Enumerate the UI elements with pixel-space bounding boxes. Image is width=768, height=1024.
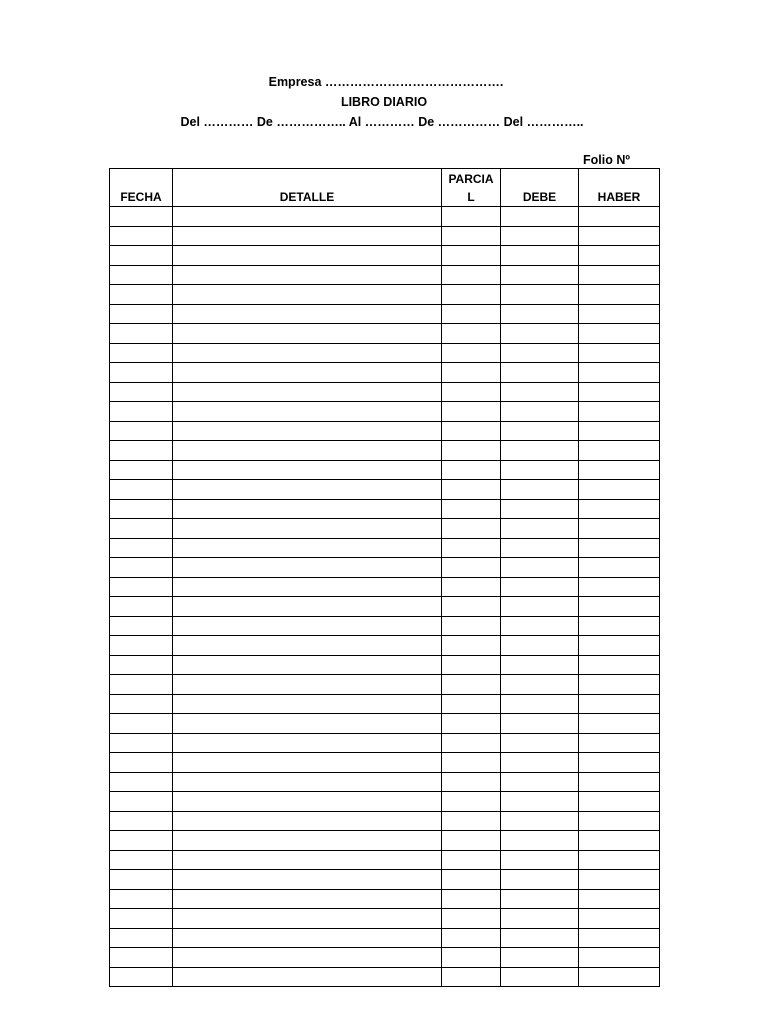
cell-parcial (442, 597, 501, 617)
table-row (110, 616, 660, 636)
cell-detalle (173, 792, 442, 812)
cell-fecha (110, 480, 173, 500)
cell-debe (501, 265, 579, 285)
cell-fecha (110, 285, 173, 305)
table-row (110, 870, 660, 890)
cell-haber (579, 850, 660, 870)
period-line: Del ………… De …………….. Al ………… De …………… Del ………….. (180, 115, 584, 129)
cell-haber (579, 577, 660, 597)
cell-parcial (442, 636, 501, 656)
cell-fecha (110, 597, 173, 617)
table-row (110, 889, 660, 909)
table-row (110, 285, 660, 305)
table-row (110, 675, 660, 695)
cell-parcial (442, 363, 501, 383)
cell-detalle (173, 577, 442, 597)
cell-haber (579, 343, 660, 363)
cell-debe (501, 558, 579, 578)
cell-parcial (442, 870, 501, 890)
cell-parcial (442, 324, 501, 344)
cell-detalle (173, 772, 442, 792)
table-row (110, 850, 660, 870)
cell-detalle (173, 811, 442, 831)
cell-debe (501, 928, 579, 948)
cell-parcial (442, 753, 501, 773)
cell-haber (579, 967, 660, 987)
cell-detalle (173, 889, 442, 909)
table-row (110, 382, 660, 402)
cell-detalle (173, 304, 442, 324)
cell-debe (501, 772, 579, 792)
cell-detalle (173, 558, 442, 578)
cell-detalle (173, 519, 442, 539)
table-row (110, 343, 660, 363)
cell-debe (501, 324, 579, 344)
cell-fecha (110, 324, 173, 344)
table-row (110, 909, 660, 929)
cell-haber (579, 480, 660, 500)
cell-fecha (110, 265, 173, 285)
cell-fecha (110, 499, 173, 519)
cell-debe (501, 402, 579, 422)
cell-haber (579, 597, 660, 617)
cell-haber (579, 441, 660, 461)
cell-haber (579, 265, 660, 285)
table-row (110, 772, 660, 792)
cell-fecha (110, 363, 173, 383)
cell-parcial (442, 967, 501, 987)
cell-detalle (173, 850, 442, 870)
cell-parcial (442, 207, 501, 227)
cell-fecha (110, 207, 173, 227)
cell-fecha (110, 577, 173, 597)
cell-haber (579, 402, 660, 422)
cell-haber (579, 831, 660, 851)
cell-fecha (110, 304, 173, 324)
cell-debe (501, 304, 579, 324)
cell-fecha (110, 909, 173, 929)
table-row (110, 831, 660, 851)
cell-haber (579, 538, 660, 558)
cell-parcial (442, 928, 501, 948)
cell-parcial (442, 948, 501, 968)
cell-haber (579, 382, 660, 402)
table-row (110, 460, 660, 480)
cell-haber (579, 694, 660, 714)
cell-haber (579, 499, 660, 519)
cell-parcial (442, 850, 501, 870)
cell-detalle (173, 655, 442, 675)
cell-detalle (173, 324, 442, 344)
cell-parcial (442, 772, 501, 792)
cell-parcial (442, 577, 501, 597)
folio-label: Folio Nº (583, 153, 630, 167)
cell-fecha (110, 675, 173, 695)
cell-haber (579, 285, 660, 305)
cell-fecha (110, 558, 173, 578)
cell-debe (501, 226, 579, 246)
cell-parcial (442, 733, 501, 753)
cell-debe (501, 792, 579, 812)
cell-debe (501, 850, 579, 870)
table-row (110, 811, 660, 831)
cell-detalle (173, 226, 442, 246)
cell-detalle (173, 636, 442, 656)
cell-haber (579, 207, 660, 227)
cell-parcial (442, 402, 501, 422)
cell-debe (501, 285, 579, 305)
cell-fecha (110, 694, 173, 714)
cell-haber (579, 753, 660, 773)
cell-debe (501, 811, 579, 831)
cell-haber (579, 246, 660, 266)
cell-fecha (110, 967, 173, 987)
cell-fecha (110, 460, 173, 480)
cell-detalle (173, 694, 442, 714)
cell-parcial (442, 694, 501, 714)
cell-parcial (442, 538, 501, 558)
cell-haber (579, 792, 660, 812)
table-header-row (110, 169, 660, 207)
page-title: LIBRO DIARIO (340, 95, 428, 109)
cell-parcial (442, 714, 501, 734)
table-row (110, 967, 660, 987)
cell-fecha (110, 792, 173, 812)
cell-haber (579, 889, 660, 909)
cell-debe (501, 480, 579, 500)
cell-haber (579, 616, 660, 636)
cell-fecha (110, 538, 173, 558)
cell-debe (501, 694, 579, 714)
table-row (110, 402, 660, 422)
table-row (110, 733, 660, 753)
cell-detalle (173, 538, 442, 558)
company-line: Empresa ……………………………………. (268, 75, 504, 89)
cell-parcial (442, 382, 501, 402)
cell-parcial (442, 460, 501, 480)
table-row (110, 655, 660, 675)
table-row (110, 538, 660, 558)
cell-debe (501, 675, 579, 695)
cell-parcial (442, 655, 501, 675)
cell-detalle (173, 831, 442, 851)
cell-detalle (173, 499, 442, 519)
column-header-fecha: FECHA (110, 169, 173, 207)
cell-fecha (110, 948, 173, 968)
cell-parcial (442, 616, 501, 636)
cell-detalle (173, 441, 442, 461)
cell-haber (579, 304, 660, 324)
cell-parcial (442, 519, 501, 539)
cell-haber (579, 733, 660, 753)
column-header-parcial: PARCIA L (442, 169, 501, 207)
cell-haber (579, 460, 660, 480)
cell-haber (579, 811, 660, 831)
table-row (110, 226, 660, 246)
cell-haber (579, 948, 660, 968)
cell-parcial (442, 499, 501, 519)
cell-debe (501, 909, 579, 929)
cell-parcial (442, 675, 501, 695)
table-body (110, 207, 660, 987)
cell-debe (501, 948, 579, 968)
table-row (110, 480, 660, 500)
table-row (110, 363, 660, 383)
cell-detalle (173, 597, 442, 617)
table-row (110, 207, 660, 227)
cell-detalle (173, 733, 442, 753)
cell-fecha (110, 928, 173, 948)
cell-fecha (110, 402, 173, 422)
cell-fecha (110, 421, 173, 441)
cell-debe (501, 753, 579, 773)
cell-fecha (110, 733, 173, 753)
table-row (110, 421, 660, 441)
cell-haber (579, 519, 660, 539)
cell-fecha (110, 870, 173, 890)
cell-parcial (442, 285, 501, 305)
table-row (110, 714, 660, 734)
cell-detalle (173, 967, 442, 987)
table-row (110, 519, 660, 539)
cell-parcial (442, 304, 501, 324)
cell-debe (501, 441, 579, 461)
cell-detalle (173, 285, 442, 305)
cell-parcial (442, 343, 501, 363)
cell-haber (579, 870, 660, 890)
cell-debe (501, 597, 579, 617)
table-row (110, 558, 660, 578)
cell-fecha (110, 655, 173, 675)
cell-fecha (110, 811, 173, 831)
column-header-debe: DEBE (501, 169, 579, 207)
table-row (110, 948, 660, 968)
cell-fecha (110, 246, 173, 266)
cell-debe (501, 831, 579, 851)
cell-parcial (442, 441, 501, 461)
cell-debe (501, 343, 579, 363)
table-row (110, 792, 660, 812)
cell-debe (501, 870, 579, 890)
table-row (110, 577, 660, 597)
cell-debe (501, 889, 579, 909)
cell-haber (579, 421, 660, 441)
cell-parcial (442, 226, 501, 246)
table-row (110, 694, 660, 714)
cell-haber (579, 909, 660, 929)
cell-haber (579, 363, 660, 383)
cell-fecha (110, 382, 173, 402)
column-header-haber: HABER (579, 169, 660, 207)
cell-debe (501, 363, 579, 383)
cell-debe (501, 636, 579, 656)
cell-detalle (173, 402, 442, 422)
table-row (110, 636, 660, 656)
cell-detalle (173, 246, 442, 266)
cell-detalle (173, 207, 442, 227)
table-row (110, 597, 660, 617)
cell-parcial (442, 480, 501, 500)
cell-fecha (110, 519, 173, 539)
table-row (110, 324, 660, 344)
cell-detalle (173, 460, 442, 480)
cell-debe (501, 460, 579, 480)
cell-detalle (173, 714, 442, 734)
cell-debe (501, 655, 579, 675)
cell-haber (579, 636, 660, 656)
cell-fecha (110, 772, 173, 792)
cell-detalle (173, 421, 442, 441)
table-row (110, 246, 660, 266)
cell-fecha (110, 343, 173, 363)
cell-debe (501, 967, 579, 987)
cell-haber (579, 226, 660, 246)
table-row (110, 441, 660, 461)
journal-table (109, 168, 660, 987)
cell-detalle (173, 363, 442, 383)
cell-detalle (173, 343, 442, 363)
cell-detalle (173, 480, 442, 500)
cell-debe (501, 577, 579, 597)
cell-fecha (110, 441, 173, 461)
cell-parcial (442, 558, 501, 578)
cell-parcial (442, 246, 501, 266)
cell-debe (501, 616, 579, 636)
cell-parcial (442, 421, 501, 441)
cell-fecha (110, 850, 173, 870)
cell-haber (579, 714, 660, 734)
cell-debe (501, 421, 579, 441)
cell-haber (579, 675, 660, 695)
cell-detalle (173, 928, 442, 948)
cell-debe (501, 207, 579, 227)
cell-fecha (110, 636, 173, 656)
cell-parcial (442, 909, 501, 929)
cell-debe (501, 538, 579, 558)
cell-detalle (173, 382, 442, 402)
cell-debe (501, 382, 579, 402)
cell-parcial (442, 831, 501, 851)
cell-haber (579, 558, 660, 578)
cell-fecha (110, 889, 173, 909)
cell-debe (501, 246, 579, 266)
table-row (110, 753, 660, 773)
cell-haber (579, 655, 660, 675)
cell-fecha (110, 226, 173, 246)
cell-fecha (110, 616, 173, 636)
table-row (110, 304, 660, 324)
cell-detalle (173, 616, 442, 636)
cell-debe (501, 714, 579, 734)
table-row (110, 265, 660, 285)
cell-parcial (442, 811, 501, 831)
cell-parcial (442, 265, 501, 285)
cell-haber (579, 324, 660, 344)
cell-detalle (173, 948, 442, 968)
cell-debe (501, 519, 579, 539)
cell-debe (501, 733, 579, 753)
column-header-detalle: DETALLE (173, 169, 442, 207)
cell-fecha (110, 714, 173, 734)
cell-debe (501, 499, 579, 519)
table-row (110, 928, 660, 948)
cell-fecha (110, 753, 173, 773)
cell-haber (579, 772, 660, 792)
cell-parcial (442, 792, 501, 812)
cell-detalle (173, 870, 442, 890)
cell-detalle (173, 753, 442, 773)
cell-detalle (173, 265, 442, 285)
cell-fecha (110, 831, 173, 851)
cell-haber (579, 928, 660, 948)
table-row (110, 499, 660, 519)
cell-detalle (173, 909, 442, 929)
cell-detalle (173, 675, 442, 695)
cell-parcial (442, 889, 501, 909)
